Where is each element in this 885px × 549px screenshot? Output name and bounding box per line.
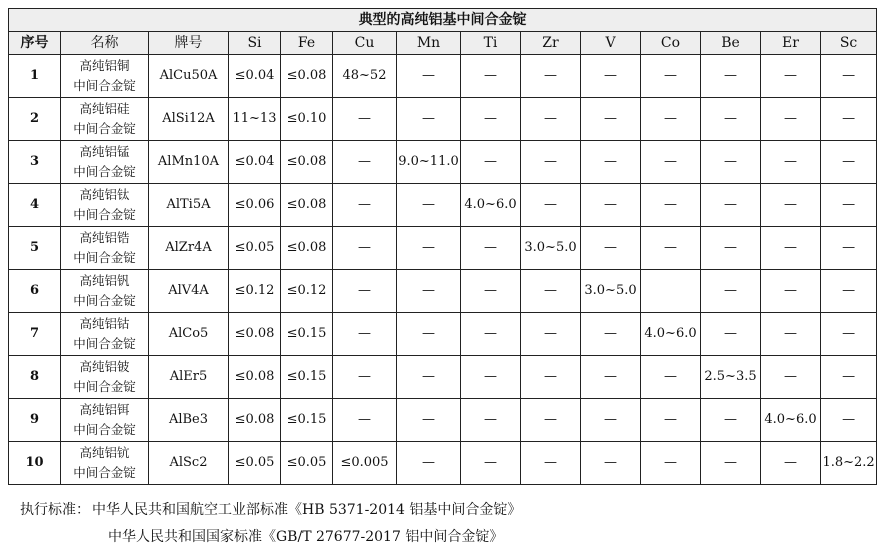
- table-row: [9, 141, 877, 184]
- composition-cell: —: [641, 55, 701, 98]
- composition-cell: —: [397, 270, 461, 313]
- composition-cell: —: [397, 356, 461, 399]
- composition-cell: —: [521, 356, 581, 399]
- composition-cell: 11~13: [229, 98, 281, 141]
- composition-cell: —: [521, 55, 581, 98]
- composition-cell: 4.0~6.0: [641, 313, 701, 356]
- row-index: 3: [9, 141, 61, 184]
- composition-cell: 3.0~5.0: [521, 227, 581, 270]
- alloy-grade: AlCo5: [149, 313, 229, 356]
- composition-cell: —: [701, 184, 761, 227]
- alloy-name-line-2: 中间合金锭: [73, 465, 136, 480]
- composition-cell: —: [641, 442, 701, 485]
- table-body: [9, 55, 877, 485]
- alloy-name-line-1: 高纯铝锰: [79, 144, 130, 159]
- alloy-name-line-1: 高纯铝铜: [79, 58, 130, 73]
- composition-cell: —: [641, 141, 701, 184]
- alloy-name-line-1: 高纯铝钛: [79, 187, 130, 202]
- table-row: [9, 227, 877, 270]
- composition-cell: —: [521, 313, 581, 356]
- alloy-name: [61, 356, 149, 399]
- alloy-name-line-2: 中间合金锭: [73, 207, 136, 222]
- composition-cell: —: [397, 98, 461, 141]
- composition-cell: 4.0~6.0: [761, 399, 821, 442]
- table-row: [9, 55, 877, 98]
- composition-cell: ≤0.08: [281, 55, 333, 98]
- alloy-grade: AlV4A: [149, 270, 229, 313]
- composition-cell: —: [641, 227, 701, 270]
- alloy-name-line-1: 高纯铝铒: [79, 402, 130, 417]
- composition-cell: —: [821, 270, 877, 313]
- composition-cell: —: [581, 313, 641, 356]
- composition-cell: —: [521, 442, 581, 485]
- column-header: 牌号: [149, 32, 229, 55]
- column-header: Fe: [281, 32, 333, 55]
- row-index: 1: [9, 55, 61, 98]
- alloy-name: [61, 98, 149, 141]
- alloy-name-line-1: 高纯铝钴: [79, 316, 130, 331]
- composition-cell: —: [581, 227, 641, 270]
- table-row: [9, 442, 877, 485]
- standard-hb: 中华人民共和国航空工业部标准《HB 5371-2014 铝基中间合金锭》: [92, 502, 522, 518]
- column-header: Ti: [461, 32, 521, 55]
- composition-cell: —: [761, 98, 821, 141]
- composition-cell: —: [581, 442, 641, 485]
- row-index: 9: [9, 399, 61, 442]
- row-index: 10: [9, 442, 61, 485]
- composition-cell: —: [761, 442, 821, 485]
- composition-cell: —: [761, 55, 821, 98]
- table-row: [9, 98, 877, 141]
- alloy-grade: AlTi5A: [149, 184, 229, 227]
- composition-cell: 3.0~5.0: [581, 270, 641, 313]
- composition-cell: —: [521, 399, 581, 442]
- header-row: [9, 32, 877, 55]
- alloy-name: [61, 270, 149, 313]
- composition-cell: —: [641, 356, 701, 399]
- composition-cell: ≤0.08: [229, 399, 281, 442]
- composition-cell: —: [821, 399, 877, 442]
- table-row: [9, 356, 877, 399]
- standard-label: 执行标准：: [20, 502, 90, 518]
- composition-cell: 2.5~3.5: [701, 356, 761, 399]
- row-index: 4: [9, 184, 61, 227]
- composition-cell: —: [701, 227, 761, 270]
- composition-cell: ≤0.06: [229, 184, 281, 227]
- composition-cell: ≤0.08: [281, 227, 333, 270]
- composition-cell: —: [761, 141, 821, 184]
- column-header: 名称: [61, 32, 149, 55]
- row-index: 6: [9, 270, 61, 313]
- composition-cell: ≤0.12: [229, 270, 281, 313]
- composition-cell: —: [701, 442, 761, 485]
- table-row: [9, 313, 877, 356]
- alloy-grade: AlEr5: [149, 356, 229, 399]
- standard-line-1: [20, 499, 521, 519]
- alloy-name-line-2: 中间合金锭: [73, 336, 136, 351]
- table-row: [9, 184, 877, 227]
- composition-cell: ≤0.08: [229, 356, 281, 399]
- composition-cell: ≤0.08: [281, 141, 333, 184]
- alloy-name-line-2: 中间合金锭: [73, 164, 136, 179]
- alloy-grade: AlSi12A: [149, 98, 229, 141]
- table-row: [9, 399, 877, 442]
- alloy-grade: AlCu50A: [149, 55, 229, 98]
- composition-cell: —: [333, 227, 397, 270]
- composition-cell: —: [581, 399, 641, 442]
- composition-cell: —: [761, 356, 821, 399]
- composition-cell: 1.8~2.2: [821, 442, 877, 485]
- alloy-name: [61, 442, 149, 485]
- composition-cell: —: [701, 313, 761, 356]
- composition-cell: —: [761, 313, 821, 356]
- composition-cell: —: [333, 313, 397, 356]
- composition-cell: —: [821, 184, 877, 227]
- alloy-name-line-2: 中间合金锭: [73, 78, 136, 93]
- composition-cell: —: [397, 227, 461, 270]
- composition-cell: —: [461, 227, 521, 270]
- composition-cell: —: [521, 270, 581, 313]
- composition-cell: —: [821, 98, 877, 141]
- composition-cell: —: [821, 356, 877, 399]
- composition-cell: —: [333, 141, 397, 184]
- alloy-grade: AlMn10A: [149, 141, 229, 184]
- alloy-name: [61, 227, 149, 270]
- composition-cell: —: [581, 98, 641, 141]
- composition-cell: —: [581, 356, 641, 399]
- alloy-name-line-1: 高纯铝钒: [79, 273, 130, 288]
- composition-cell: —: [461, 356, 521, 399]
- composition-cell: —: [701, 55, 761, 98]
- alloy-name-line-1: 高纯铝锆: [79, 230, 130, 245]
- table-row: [9, 270, 877, 313]
- alloy-name: [61, 399, 149, 442]
- composition-cell: ≤0.15: [281, 356, 333, 399]
- column-header: Si: [229, 32, 281, 55]
- table-title: 典型的高纯铝基中间合金锭: [9, 9, 877, 32]
- composition-cell: ≤0.04: [229, 141, 281, 184]
- composition-cell: ≤0.005: [333, 442, 397, 485]
- composition-cell: —: [397, 442, 461, 485]
- composition-cell: —: [701, 98, 761, 141]
- composition-cell: 4.0~6.0: [461, 184, 521, 227]
- alloy-name-line-2: 中间合金锭: [73, 121, 136, 136]
- composition-cell: ≤0.15: [281, 313, 333, 356]
- row-index: 7: [9, 313, 61, 356]
- composition-cell: —: [641, 98, 701, 141]
- column-header: Sc: [821, 32, 877, 55]
- composition-cell: —: [461, 442, 521, 485]
- composition-cell: ≤0.15: [281, 399, 333, 442]
- composition-cell: —: [461, 98, 521, 141]
- column-header: 序号: [9, 32, 61, 55]
- composition-cell: —: [333, 98, 397, 141]
- composition-cell: —: [701, 141, 761, 184]
- alloy-name-line-1: 高纯铝钪: [79, 445, 130, 460]
- alloy-name-line-2: 中间合金锭: [73, 422, 136, 437]
- alloy-name-line-2: 中间合金锭: [73, 379, 136, 394]
- composition-cell: —: [397, 313, 461, 356]
- alloy-name: [61, 184, 149, 227]
- composition-cell: ≤0.10: [281, 98, 333, 141]
- composition-cell: —: [333, 184, 397, 227]
- row-index: 8: [9, 356, 61, 399]
- composition-cell: —: [761, 227, 821, 270]
- composition-cell: ≤0.04: [229, 55, 281, 98]
- composition-cell: —: [461, 399, 521, 442]
- composition-cell: —: [521, 141, 581, 184]
- column-header: Cu: [333, 32, 397, 55]
- composition-cell: —: [461, 141, 521, 184]
- column-header: Co: [641, 32, 701, 55]
- composition-cell: —: [397, 399, 461, 442]
- composition-cell: ≤0.12: [281, 270, 333, 313]
- composition-cell: —: [821, 227, 877, 270]
- composition-cell: —: [333, 270, 397, 313]
- alloy-name-line-1: 高纯铝硅: [79, 101, 130, 116]
- composition-cell: —: [397, 55, 461, 98]
- composition-cell: —: [821, 141, 877, 184]
- composition-cell: —: [461, 270, 521, 313]
- composition-cell: ≤0.05: [229, 227, 281, 270]
- composition-cell: —: [521, 98, 581, 141]
- composition-cell: —: [761, 184, 821, 227]
- column-header: Er: [761, 32, 821, 55]
- composition-cell: —: [641, 184, 701, 227]
- composition-cell: —: [701, 399, 761, 442]
- composition-cell: —: [461, 313, 521, 356]
- composition-cell: —: [581, 184, 641, 227]
- row-index: 5: [9, 227, 61, 270]
- alloy-name-line-2: 中间合金锭: [73, 293, 136, 308]
- composition-cell: —: [761, 270, 821, 313]
- composition-cell: —: [397, 184, 461, 227]
- composition-cell: ≤0.05: [281, 442, 333, 485]
- composition-cell: —: [333, 356, 397, 399]
- alloy-grade: AlBe3: [149, 399, 229, 442]
- standard-line-2: [108, 526, 503, 546]
- column-header: Mn: [397, 32, 461, 55]
- alloy-name-line-2: 中间合金锭: [73, 250, 136, 265]
- composition-cell: —: [581, 55, 641, 98]
- composition-cell: —: [581, 141, 641, 184]
- composition-cell: 9.0~11.0: [397, 141, 461, 184]
- standard-gb: 中华人民共和国国家标准《GB/T 27677-2017 铝中间合金锭》: [108, 529, 504, 545]
- composition-cell: —: [461, 55, 521, 98]
- composition-cell: ≤0.08: [229, 313, 281, 356]
- composition-cell: —: [821, 313, 877, 356]
- composition-cell: ≤0.08: [281, 184, 333, 227]
- alloy-spec-table: [8, 8, 877, 485]
- alloy-grade: AlZr4A: [149, 227, 229, 270]
- composition-cell: ≤0.05: [229, 442, 281, 485]
- alloy-name-line-1: 高纯铝铍: [79, 359, 130, 374]
- composition-cell: 48~52: [333, 55, 397, 98]
- row-index: 2: [9, 98, 61, 141]
- composition-cell: —: [641, 399, 701, 442]
- composition-cell: —: [701, 270, 761, 313]
- alloy-name: [61, 55, 149, 98]
- column-header: V: [581, 32, 641, 55]
- column-header: Be: [701, 32, 761, 55]
- alloy-grade: AlSc2: [149, 442, 229, 485]
- column-header: Zr: [521, 32, 581, 55]
- composition-cell: —: [821, 55, 877, 98]
- composition-cell: [641, 270, 701, 313]
- alloy-name: [61, 313, 149, 356]
- composition-cell: —: [333, 399, 397, 442]
- alloy-name: [61, 141, 149, 184]
- composition-cell: —: [521, 184, 581, 227]
